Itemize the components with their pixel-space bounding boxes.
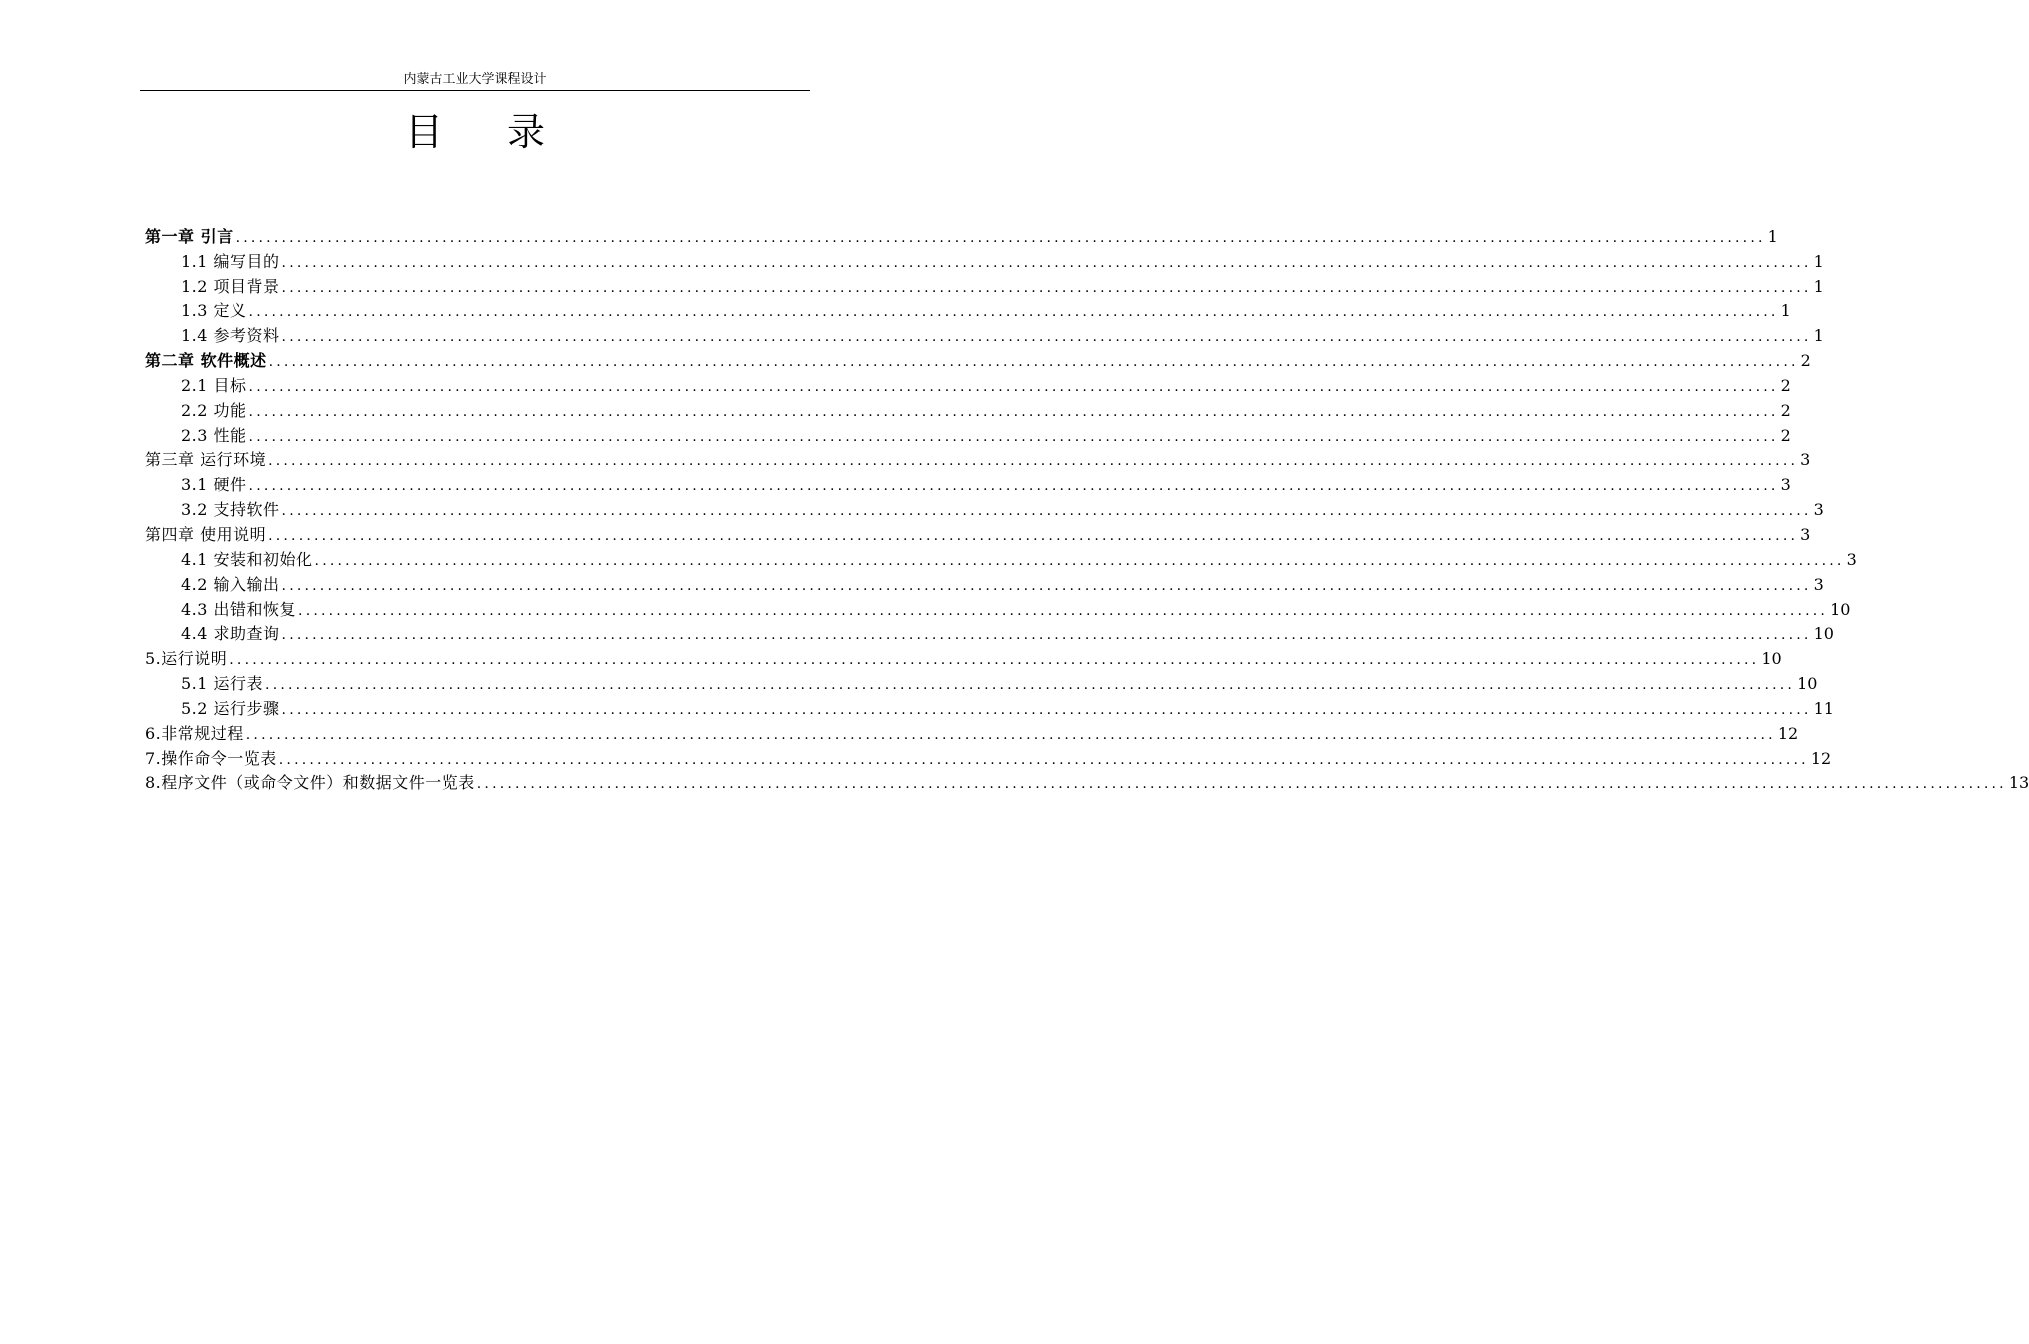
toc-entry[interactable] <box>145 721 1799 746</box>
toc-leader-dots: ........................................................................................................................................................................................................ <box>476 776 2007 793</box>
document-title: 目 录 <box>404 110 572 154</box>
toc-entry-label: 第四章 使用说明 <box>145 524 267 544</box>
toc-entry[interactable] <box>145 522 1811 547</box>
toc-entry-page-number: 10 <box>1797 674 1818 694</box>
toc-entry[interactable] <box>145 671 1818 696</box>
toc-leader-dots: ........................................................................................................................................................................................................ <box>281 627 1812 644</box>
toc-entry[interactable] <box>145 472 1791 497</box>
toc-entry-page-number: 1 <box>1767 226 1778 246</box>
toc-entry-page-number: 1 <box>1813 326 1824 346</box>
toc-leader-dots: ........................................................................................................................................................................................................ <box>281 503 1812 520</box>
toc-entry-page-number: 2 <box>1780 400 1791 420</box>
toc-leader-dots: ........................................................................................................................................................................................................ <box>268 354 1799 371</box>
toc-leader-dots: ........................................................................................................................................................................................................ <box>248 403 1779 420</box>
toc-entry-label: 1.3 定义 <box>181 301 247 321</box>
toc-entry[interactable] <box>145 373 1791 398</box>
toc-entry-label: 1.1 编写目的 <box>181 251 280 271</box>
toc-leader-dots: ........................................................................................................................................................................................................ <box>268 453 1799 470</box>
toc-entry[interactable] <box>145 771 2029 796</box>
toc-entry-label: 6.非常规过程 <box>145 723 244 743</box>
toc-entry-label: 8.程序文件（或命令文件）和数据文件一览表 <box>145 773 475 793</box>
toc-entry-label: 7.操作命令一览表 <box>145 748 277 768</box>
toc-leader-dots: ........................................................................................................................................................................................................ <box>281 577 1812 594</box>
toc-entry-page-number: 10 <box>1761 649 1782 669</box>
toc-leader-dots: ........................................................................................................................................................................................................ <box>268 527 1799 544</box>
toc-entry[interactable] <box>145 597 1851 622</box>
toc-entry-page-number: 2 <box>1780 375 1791 395</box>
toc-entry-page-number: 3 <box>1813 574 1824 594</box>
toc-entry-page-number: 10 <box>1813 624 1834 644</box>
toc-entry[interactable] <box>145 622 1834 647</box>
toc-entry[interactable] <box>145 746 1832 771</box>
toc-entry[interactable] <box>145 547 1857 572</box>
toc-entry-label: 第三章 运行环境 <box>145 450 267 470</box>
toc-entry-label: 4.1 安装和初始化 <box>181 549 313 569</box>
toc-leader-dots: ........................................................................................................................................................................................................ <box>248 378 1779 395</box>
toc-leader-dots: ........................................................................................................................................................................................................ <box>281 279 1812 296</box>
toc-entry-label: 第一章 引言 <box>145 226 234 246</box>
toc-entry[interactable] <box>145 398 1791 423</box>
toc-entry-label: 5.1 运行表 <box>181 674 264 694</box>
toc-leader-dots: ........................................................................................................................................................................................................ <box>248 478 1779 495</box>
toc-entry-page-number: 1 <box>1780 301 1791 321</box>
toc-entry-page-number: 3 <box>1846 549 1857 569</box>
toc-entry[interactable] <box>145 497 1824 522</box>
toc-entry-page-number: 2 <box>1780 425 1791 445</box>
toc-leader-dots: ........................................................................................................................................................................................................ <box>314 552 1845 569</box>
toc-entry-page-number: 2 <box>1800 351 1811 371</box>
toc-entry[interactable] <box>145 224 1778 249</box>
table-of-contents <box>145 224 2029 795</box>
toc-leader-dots: ........................................................................................................................................................................................................ <box>229 652 1760 669</box>
toc-entry-page-number: 10 <box>1830 599 1851 619</box>
toc-leader-dots: ........................................................................................................................................................................................................ <box>235 229 1766 246</box>
toc-leader-dots: ........................................................................................................................................................................................................ <box>265 677 1796 694</box>
toc-entry-page-number: 12 <box>1777 723 1799 743</box>
toc-entry-label: 第二章 软件概述 <box>145 351 267 371</box>
toc-entry-label: 4.4 求助查询 <box>181 624 280 644</box>
toc-entry-label: 5.2 运行步骤 <box>181 698 280 718</box>
toc-entry-label: 5.运行说明 <box>145 649 228 669</box>
toc-entry-label: 2.2 功能 <box>181 400 247 420</box>
toc-entry-page-number: 11 <box>1813 698 1834 718</box>
toc-entry-page-number: 12 <box>1810 748 1832 768</box>
toc-entry[interactable] <box>145 646 1782 671</box>
toc-leader-dots: ........................................................................................................................................................................................................ <box>248 428 1779 445</box>
toc-entry-label: 4.3 出错和恢复 <box>181 599 297 619</box>
toc-entry[interactable] <box>145 348 1811 373</box>
toc-entry-page-number: 13 <box>2008 773 2029 793</box>
toc-entry-label: 3.1 硬件 <box>181 475 247 495</box>
toc-entry[interactable] <box>145 323 1824 348</box>
toc-leader-dots: ........................................................................................................................................................................................................ <box>281 701 1812 718</box>
toc-entry[interactable] <box>145 423 1791 448</box>
toc-entry[interactable] <box>145 572 1824 597</box>
toc-entry[interactable] <box>145 299 1791 324</box>
toc-leader-dots: ........................................................................................................................................................................................................ <box>281 254 1812 271</box>
toc-entry-label: 2.3 性能 <box>181 425 247 445</box>
toc-entry-page-number: 3 <box>1800 450 1811 470</box>
toc-entry-page-number: 1 <box>1813 276 1824 296</box>
toc-entry-label: 3.2 支持软件 <box>181 500 280 520</box>
toc-entry-label: 4.2 输入输出 <box>181 574 280 594</box>
toc-entry-page-number: 1 <box>1813 251 1824 271</box>
toc-leader-dots: ........................................................................................................................................................................................................ <box>248 304 1779 321</box>
toc-entry-label: 1.2 项目背景 <box>181 276 280 296</box>
toc-entry[interactable] <box>145 448 1811 473</box>
toc-entry-page-number: 3 <box>1780 475 1791 495</box>
toc-leader-dots: ........................................................................................................................................................................................................ <box>281 329 1812 346</box>
toc-entry[interactable] <box>145 249 1824 274</box>
toc-entry-label: 2.1 目标 <box>181 375 247 395</box>
header-text: 内蒙古工业大学课程设计 <box>403 72 547 87</box>
page-header <box>140 70 810 91</box>
toc-entry-page-number: 3 <box>1813 500 1824 520</box>
toc-entry-label: 1.4 参考资料 <box>181 326 280 346</box>
toc-leader-dots: ........................................................................................................................................................................................................ <box>245 726 1776 743</box>
toc-leader-dots: ........................................................................................................................................................................................................ <box>298 602 1829 619</box>
toc-leader-dots: ........................................................................................................................................................................................................ <box>278 751 1809 768</box>
toc-entry-page-number: 3 <box>1800 524 1811 544</box>
toc-entry[interactable] <box>145 274 1824 299</box>
toc-entry[interactable] <box>145 696 1834 721</box>
